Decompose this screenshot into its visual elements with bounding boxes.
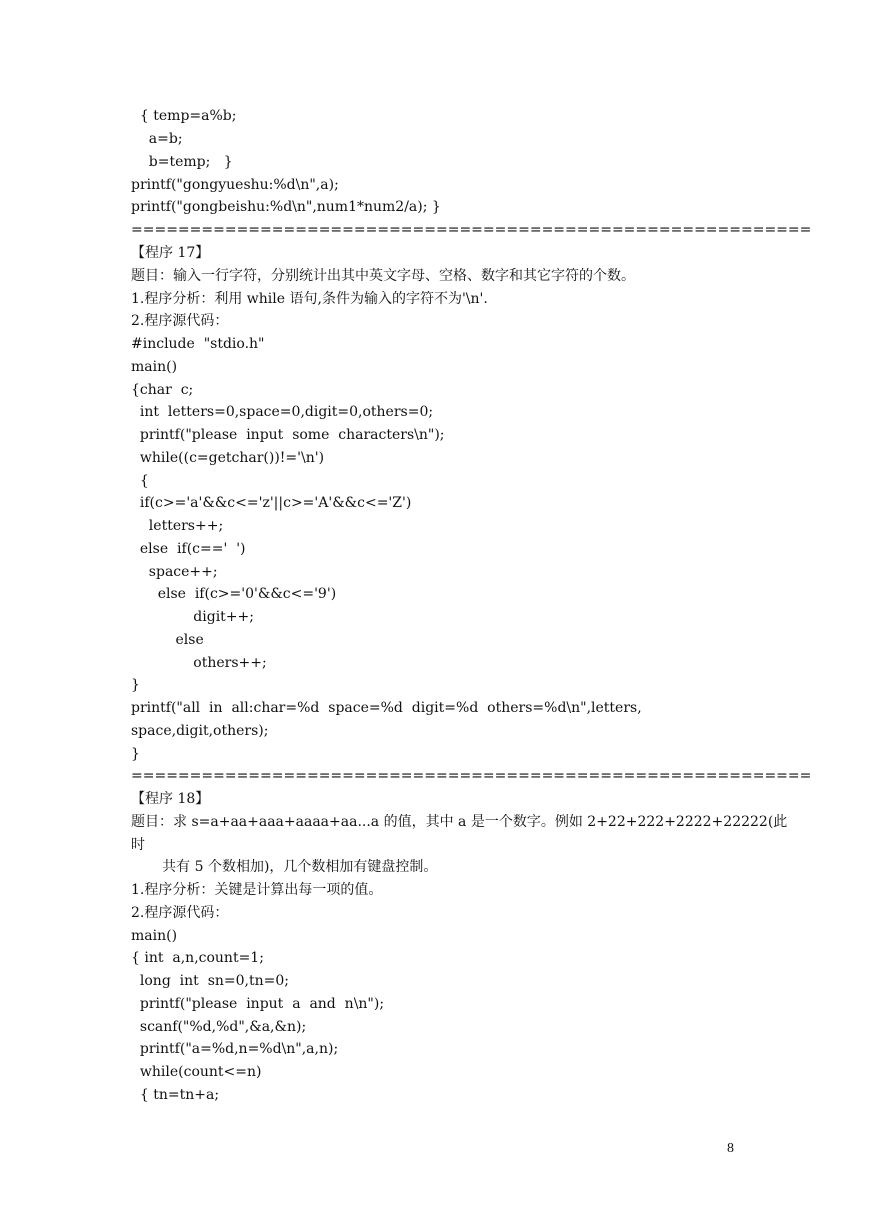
- code-line: }: [131, 677, 140, 693]
- code-line: printf("all in all:char=%d space=%d digit=%d others=%d\n",letters,: [131, 700, 642, 716]
- problem-statement: 题目：输入一行字符，分别统计出其中英文字母、空格、数字和其它字符的个数。: [131, 268, 635, 284]
- section-heading: 【程序 17】: [131, 245, 210, 261]
- separator-line: ==========================================================: [131, 768, 812, 784]
- source-heading: 2.程序源代码：: [131, 313, 229, 329]
- code-line: if(c>='a'&&c<='z'||c>='A'&&c<='Z'): [131, 495, 412, 511]
- code-line: printf("a=%d,n=%d\n",a,n);: [131, 1041, 339, 1057]
- separator-line: ==========================================================: [131, 222, 812, 238]
- code-line: b=temp; }: [131, 154, 233, 170]
- code-line: int letters=0,space=0,digit=0,others=0;: [131, 404, 434, 420]
- code-line: printf("please input some characters\n");: [131, 427, 445, 443]
- code-line: main(): [131, 928, 178, 944]
- code-line: else if(c==' '): [131, 541, 246, 557]
- code-line: { tn=tn+a;: [131, 1087, 220, 1103]
- problem-statement: 题目：求 s=a+aa+aaa+aaaa+aa...a 的值，其中 a 是一个数字。例如 2+22+222+2222+22222(此: [131, 814, 788, 830]
- code-line: main(): [131, 359, 178, 375]
- code-line: others++;: [131, 655, 267, 671]
- code-line: else: [131, 632, 204, 648]
- code-line: printf("gongbeishu:%d\n",num1*num2/a); }: [131, 199, 441, 215]
- problem-statement: 时: [131, 837, 145, 853]
- section-heading: 【程序 18】: [131, 791, 210, 807]
- code-line: {: [131, 473, 149, 489]
- code-line: else if(c>='0'&&c<='9'): [131, 586, 337, 602]
- code-line: {char c;: [131, 382, 194, 398]
- code-line: printf("gongyueshu:%d\n",a);: [131, 177, 339, 193]
- code-line: while(count<=n): [131, 1064, 262, 1080]
- code-line: printf("please input a and n\n");: [131, 996, 385, 1012]
- page-number: 8: [727, 1141, 734, 1156]
- source-heading: 2.程序源代码：: [131, 905, 229, 921]
- code-line: #include "stdio.h": [131, 336, 265, 352]
- code-line: scanf("%d,%d",&a,&n);: [131, 1019, 307, 1035]
- code-line: }: [131, 746, 140, 762]
- code-line: space++;: [131, 564, 218, 580]
- code-line: long int sn=0,tn=0;: [131, 973, 289, 989]
- analysis-text: 1.程序分析：关键是计算出每一项的值。: [131, 882, 383, 898]
- analysis-text: 1.程序分析：利用 while 语句,条件为输入的字符不为'\n'.: [131, 291, 488, 307]
- code-line: space,digit,others);: [131, 723, 269, 739]
- code-line: while((c=getchar())!='\n'): [131, 450, 325, 466]
- code-line: { int a,n,count=1;: [131, 950, 264, 966]
- code-line: a=b;: [131, 131, 183, 147]
- code-line: { temp=a%b;: [131, 108, 237, 124]
- code-line: digit++;: [131, 609, 254, 625]
- problem-statement: 共有 5 个数相加)，几个数相加有键盘控制。: [131, 859, 438, 875]
- code-line: letters++;: [131, 518, 224, 534]
